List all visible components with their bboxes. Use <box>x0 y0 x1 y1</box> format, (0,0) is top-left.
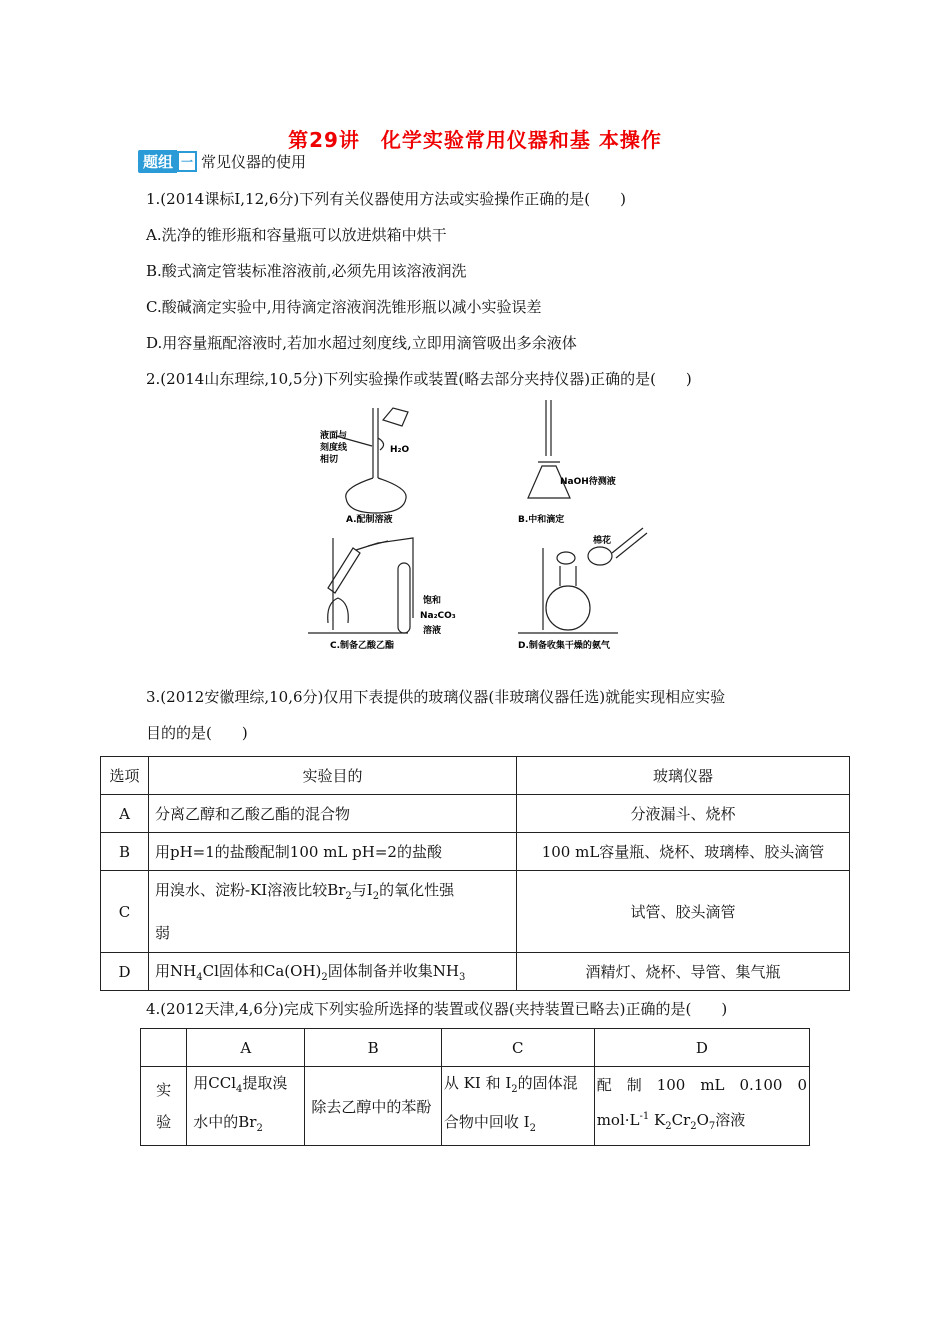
cell-d: 配 制 100 mL 0.100 0 $mol\cdot L^{-1}$ $K_2Cr_2O_7$溶液 <box>594 1067 809 1146</box>
q1-option-a: A.洗净的锥形瓶和容量瓶可以放进烘箱中烘干 <box>146 226 447 244</box>
fig-c-caption: C.制备乙酸乙酯 <box>330 641 395 651</box>
cell-a: 用CCl$_4$提取溴 水中的$Br_2$ <box>187 1067 305 1146</box>
group-number: 一 <box>177 151 197 172</box>
fig-d-label: 棉花 <box>593 536 612 546</box>
cell-text: mol·L <box>596 1111 640 1129</box>
cell-text: 从 KI 和 I <box>443 1074 512 1092</box>
group-tag: 题组 <box>138 150 177 173</box>
apparatus-figure <box>298 398 663 658</box>
q3-stem-line-2: 目的的是( ) <box>146 724 248 742</box>
fig-a-h2o: H₂O <box>390 445 410 455</box>
row-tools: 试管、胶头滴管 <box>517 871 850 953</box>
row-label <box>141 1067 187 1146</box>
ester-setup-drawing <box>308 538 413 633</box>
label-text: 实 <box>156 1081 172 1099</box>
group-heading <box>138 150 306 173</box>
goal-text: 弱 <box>155 924 171 942</box>
fig-b-label: NaOH待测液 <box>560 477 616 487</box>
q3-stem-line-1: 3.(2012安徽理综,10,6分)仅用下表提供的玻璃仪器(非玻璃仪器任选)就能实现相应实验 <box>146 688 726 706</box>
fig-b-caption: B.中和滴定 <box>518 515 565 525</box>
header-option: 选项 <box>101 757 149 795</box>
header-a: A <box>187 1029 305 1067</box>
cell-text: Cr <box>671 1111 691 1129</box>
cell-c: 从 KI 和 $I_2$的固体混 合物中回收 $I_2$ <box>441 1067 594 1146</box>
row-option: A <box>101 795 149 833</box>
header-tools: 玻璃仪器 <box>517 757 850 795</box>
table-row <box>101 795 850 833</box>
cell-text: 水中的Br <box>193 1113 257 1131</box>
q4-table <box>140 1028 810 1146</box>
fig-a-label-1: 液面与 <box>320 431 348 441</box>
header-blank <box>141 1029 187 1067</box>
row-option: B <box>101 833 149 871</box>
q1-option-b: B.酸式滴定管装标准溶液前,必须先用该溶液润洗 <box>146 262 467 280</box>
header-b: B <box>305 1029 442 1067</box>
goal-text: 固体制备并收集NH <box>327 962 459 980</box>
fig-c-label-3: 溶液 <box>423 626 442 636</box>
cell-text: 溶液 <box>715 1111 746 1129</box>
fig-a-caption: A.配制溶液 <box>346 515 393 525</box>
cell-b: 除去乙醇中的苯酚 <box>305 1067 442 1146</box>
q1-option-c: C.酸碱滴定实验中,用待滴定溶液润洗锥形瓶以减小实验误差 <box>146 298 542 316</box>
table-header-row <box>141 1029 810 1067</box>
row-goal: 分离乙醇和乙酸乙酯的混合物 <box>149 795 517 833</box>
cell-text: 合物中回收 I <box>443 1113 530 1131</box>
cell-text: 用CCl <box>193 1074 237 1092</box>
table-header-row <box>101 757 850 795</box>
cell-text: K <box>649 1111 666 1129</box>
fig-c-label-2: Na₂CO₃ <box>420 611 456 621</box>
cell-text: 提取溴 <box>242 1074 288 1092</box>
row-goal: 用$NH_4Cl$固体和$Ca(OH)_2$固体制备并收集$NH_3$ <box>149 953 517 991</box>
q2-stem: 2.(2014山东理综,10,5分)下列实验操作或装置(略去部分夹持仪器)正确的是( ) <box>146 370 692 388</box>
row-tools: 100 mL容量瓶、烧杯、玻璃棒、胶头滴管 <box>517 833 850 871</box>
cell-text: -1 <box>639 1111 650 1122</box>
q4-stem: 4.(2012天津,4,6分)完成下列实验所选择的装置或仪器(夹持装置已略去)正确的是( ) <box>146 1000 728 1018</box>
cell-text: O <box>696 1111 709 1129</box>
header-c: C <box>441 1029 594 1067</box>
q3-table <box>100 756 850 991</box>
ammonia-setup-drawing <box>518 528 647 633</box>
group-title: 常见仪器的使用 <box>201 153 307 171</box>
goal-text: 用NH <box>155 962 197 980</box>
table-row <box>101 953 850 991</box>
fig-a-label-2: 刻度线 <box>320 443 348 453</box>
goal-text: 与I <box>351 881 373 899</box>
goal-text: Cl固体和Ca(OH) <box>202 962 322 980</box>
row-tools: 分液漏斗、烧杯 <box>517 795 850 833</box>
table-row <box>141 1067 810 1146</box>
fig-a-label-3: 相切 <box>320 455 339 465</box>
cell-text: 配 制 100 mL 0.100 0 <box>596 1076 807 1094</box>
row-tools: 酒精灯、烧杯、导管、集气瓶 <box>517 953 850 991</box>
q1-stem: 1.(2014课标Ⅰ,12,6分)下列有关仪器使用方法或实验操作正确的是( ) <box>146 190 626 208</box>
header-d: D <box>594 1029 809 1067</box>
goal-text: 用溴水、淀粉-KI溶液比较Br <box>155 881 346 899</box>
row-goal: 用溴水、淀粉-KI溶液比较$Br_2$与$I_2$的氧化性强 弱 <box>149 871 517 953</box>
header-goal: 实验目的 <box>149 757 517 795</box>
table-row <box>101 833 850 871</box>
volumetric-flask-drawing <box>336 408 408 513</box>
fig-c-label-1: 饱和 <box>423 596 442 606</box>
row-option: C <box>101 871 149 953</box>
goal-text: 的氧化性强 <box>379 881 455 899</box>
fig-d-caption: D.制备收集干燥的氨气 <box>518 641 610 651</box>
table-row <box>101 871 850 953</box>
row-goal: 用pH=1的盐酸配制100 mL pH=2的盐酸 <box>149 833 517 871</box>
cell-text: 的固体混 <box>517 1074 578 1092</box>
row-option: D <box>101 953 149 991</box>
page-title: 第29讲 化学实验常用仪器和基 本操作 <box>288 128 662 152</box>
label-text: 验 <box>156 1113 172 1131</box>
q1-option-d: D.用容量瓶配溶液时,若加水超过刻度线,立即用滴管吸出多余液体 <box>146 334 577 352</box>
